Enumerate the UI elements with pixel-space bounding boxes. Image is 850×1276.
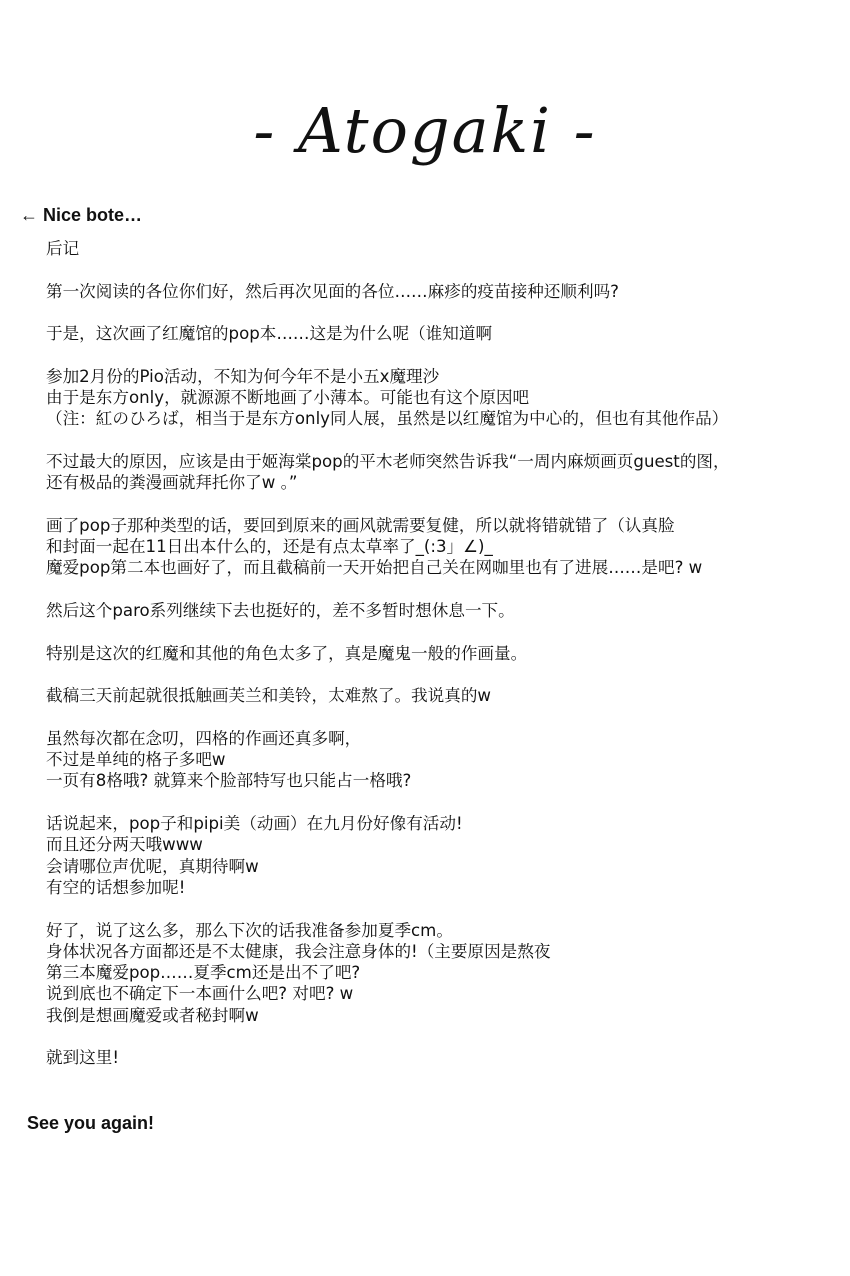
text-line: 后记 <box>46 239 80 258</box>
side-note: ← Nice bote… <box>20 205 143 225</box>
text-line: 第一次阅读的各位你们好，然后再次见面的各位……麻疹的疫苗接种还顺利吗? <box>46 281 619 301</box>
afterword-body <box>46 238 836 1069</box>
text-line: 虽然每次都在念叨，四格的作画还真多啊， <box>46 728 362 748</box>
text-line: 和封面一起在11日出本什么的，还是有点太草率了_(:3」∠)_ <box>46 537 493 557</box>
text-line: 身体状况各方面都还是不太健康，我会注意身体的!（主要原因是熬夜 <box>46 941 551 961</box>
text-line: 还有极品的粪漫画就拜托你了w 。” <box>46 473 298 493</box>
text-line: 画了pop子那种类型的话，要回到原来的画风就需要复健，所以就将错就错了（认真脸 <box>46 515 675 535</box>
paragraph-gap <box>46 430 836 451</box>
paragraph-gap <box>46 1026 836 1047</box>
paragraph-gap <box>46 344 836 365</box>
text-line: 话说起来，pop子和pipi美（动画）在九月份好像有活动! <box>46 814 463 834</box>
paragraph-gap <box>46 621 836 642</box>
text-line: 参加2月份的Pio活动，不知为何今年不是小五x魔理沙 <box>46 366 440 386</box>
paragraph-gap <box>46 494 836 515</box>
page-title: - Atogaki - <box>253 94 597 167</box>
text-line: 不过最大的原因，应该是由于姬海棠pop的平木老师突然告诉我“一周内麻烦画页guest的图， <box>46 451 730 471</box>
paragraph-gap <box>46 259 836 280</box>
text-line: 说到底也不确定下一本画什么吧? 对吧? w <box>46 984 354 1004</box>
text-line: 截稿三天前起就很抵触画芙兰和美铃，太难熬了。我说真的w <box>46 686 492 706</box>
text-line: 有空的话想参加呢! <box>46 877 186 897</box>
text-line: 由于是东方only，就源源不断地画了小薄本。可能也有这个原因吧 <box>46 388 530 408</box>
text-line: 会请哪位声优呢，真期待啊w <box>46 856 259 876</box>
text-line: 于是，这次画了红魔馆的pop本……这是为什么呢（谁知道啊 <box>46 324 493 344</box>
text-line: 我倒是想画魔爱或者秘封啊w <box>46 1005 259 1025</box>
closing-line: See you again! <box>27 1113 155 1133</box>
text-line: 一页有8格哦? 就算来个脸部特写也只能占一格哦? <box>46 771 412 791</box>
paragraph-gap <box>46 898 836 919</box>
text-line: 魔爱pop第二本也画好了，而且截稿前一天开始把自己关在网咖里也有了进展……是吧? w <box>46 558 703 578</box>
text-line: 第三本魔爱pop……夏季cm还是出不了吧? <box>46 963 361 983</box>
paragraph-gap <box>46 302 836 323</box>
text-line: 好了，说了这么多，那么下次的话我准备参加夏季cm。 <box>46 920 453 940</box>
paragraph-gap <box>46 664 836 685</box>
text-line: 不过是单纯的格子多吧w <box>46 750 226 770</box>
paragraph-gap <box>46 792 836 813</box>
text-line: 特别是这次的红魔和其他的角色太多了，真是魔鬼一般的作画量。 <box>46 643 528 663</box>
text-line: （注：紅のひろば，相当于是东方only同人展，虽然是以红魔馆为中心的，但也有其他作品） <box>46 409 729 429</box>
text-line: 然后这个paro系列继续下去也挺好的，差不多暂时想休息一下。 <box>46 601 515 621</box>
text-line: 而且还分两天哦www <box>46 835 203 855</box>
paragraph-gap <box>46 707 836 728</box>
paragraph-gap <box>46 579 836 600</box>
text-line: 就到这里! <box>46 1048 120 1068</box>
